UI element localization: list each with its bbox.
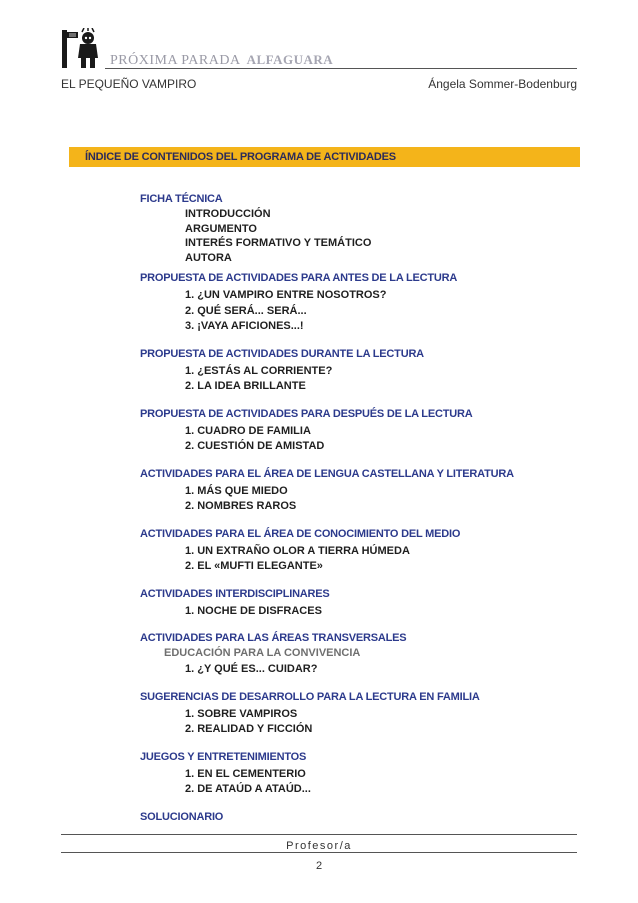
toc-item[interactable]: INTERÉS FORMATIVO Y TEMÁTICO [185, 237, 372, 249]
author-name: Ángela Sommer-Bodenburg [428, 77, 577, 91]
toc-section-despues [140, 407, 580, 455]
toc-item[interactable]: 3. ¡VAYA AFICIONES...! [185, 320, 304, 332]
page-number: 2 [315, 860, 323, 872]
brand-sub: ALFAGUARA [246, 52, 334, 67]
toc-section-title[interactable]: SUGERENCIAS DE DESARROLLO PARA LA LECTURA EN FAMILIA [140, 690, 480, 703]
toc-item[interactable]: 2. REALIDAD Y FICCIÓN [185, 723, 313, 735]
toc-item[interactable]: 1. NOCHE DE DISFRACES [185, 604, 322, 617]
toc-section-title[interactable]: PROPUESTA DE ACTIVIDADES PARA ANTES DE LA LECTURA [140, 272, 458, 284]
toc-item[interactable]: 1. ¿Y QUÉ ES... CUIDAR? [185, 663, 318, 675]
toc-item[interactable]: 2. DE ATAÚD A ATAÚD... [185, 783, 311, 795]
toc-item[interactable]: 1. EN EL CEMENTERIO [185, 767, 306, 780]
toc-section-title[interactable]: ACTIVIDADES PARA EL ÁREA DE LENGUA CASTELLANA Y LITERATURA [140, 467, 514, 480]
toc-item[interactable]: INTRODUCCIÓN [185, 208, 271, 220]
toc-section-title[interactable]: PROPUESTA DE ACTIVIDADES PARA DESPUÉS DE LA LECTURA [140, 407, 473, 420]
toc-section-title[interactable]: JUEGOS Y ENTRETENIMIENTOS [140, 750, 307, 763]
toc-item[interactable]: 2. EL «MUFTI ELEGANTE» [185, 560, 323, 572]
toc-section-title[interactable]: PROPUESTA DE ACTIVIDADES DURANTE LA LECTURA [140, 347, 424, 360]
toc-section-antes [140, 271, 580, 335]
toc-section-medio [140, 527, 580, 575]
toc-item[interactable]: 1. MÁS QUE MIEDO [185, 484, 288, 497]
toc-section-familia [140, 690, 580, 738]
toc-section-solucionario [140, 810, 580, 825]
toc-section-interdisciplinares [140, 587, 580, 620]
brand-title [110, 52, 333, 69]
toc-section-title[interactable]: ACTIVIDADES PARA EL ÁREA DE CONOCIMIENTO DEL MEDIO [140, 527, 461, 540]
toc-section-durante [140, 347, 580, 395]
toc-item[interactable]: 1. SOBRE VAMPIROS [185, 707, 298, 720]
toc-item[interactable]: 2. QUÉ SERÁ... SERÁ... [185, 304, 307, 317]
toc-item[interactable]: 1. CUADRO DE FAMILIA [185, 424, 311, 437]
toc-section-title[interactable]: ACTIVIDADES PARA LAS ÁREAS TRANSVERSALES [140, 632, 407, 644]
brand-main: PRÓXIMA PARADA [110, 53, 241, 68]
table-of-contents [140, 192, 580, 837]
toc-section-title[interactable]: ACTIVIDADES INTERDISCIPLINARES [140, 587, 330, 600]
toc-item[interactable]: 2. CUESTIÓN DE AMISTAD [185, 440, 325, 452]
toc-section-juegos [140, 750, 580, 798]
toc-item[interactable]: ARGUMENTO [185, 222, 257, 235]
section-banner [69, 147, 580, 167]
toc-item[interactable]: 2. LA IDEA BRILLANTE [185, 380, 306, 392]
toc-item[interactable]: 2. NOMBRES RAROS [185, 500, 297, 512]
toc-section-title[interactable]: SOLUCIONARIO [140, 810, 224, 823]
publisher-logo [58, 28, 102, 70]
toc-item[interactable]: 1. ¿ESTÁS AL CORRIENTE? [185, 364, 333, 377]
banner-title: ÍNDICE DE CONTENIDOS DEL PROGRAMA DE ACTIVIDADES [85, 151, 396, 163]
toc-section-title[interactable]: FICHA TÉCNICA [140, 193, 223, 205]
footer-audience-label: Profesor/a [286, 840, 352, 852]
footer-divider-bottom [61, 852, 577, 853]
toc-item[interactable]: AUTORA [185, 251, 232, 264]
toc-item[interactable]: 1. UN EXTRAÑO OLOR A TIERRA HÚMEDA [185, 544, 410, 557]
book-title: EL PEQUEÑO VAMPIRO [61, 77, 197, 91]
footer-divider-top [61, 834, 577, 835]
toc-section-ficha [140, 192, 580, 265]
toc-item[interactable]: 1. ¿UN VAMPIRO ENTRE NOSOTROS? [185, 289, 387, 301]
toc-section-lengua [140, 467, 580, 515]
header-divider [105, 68, 577, 69]
toc-section-transversales [140, 631, 580, 678]
toc-subsection-title[interactable]: EDUCACIÓN PARA LA CONVIVENCIA [164, 647, 361, 659]
